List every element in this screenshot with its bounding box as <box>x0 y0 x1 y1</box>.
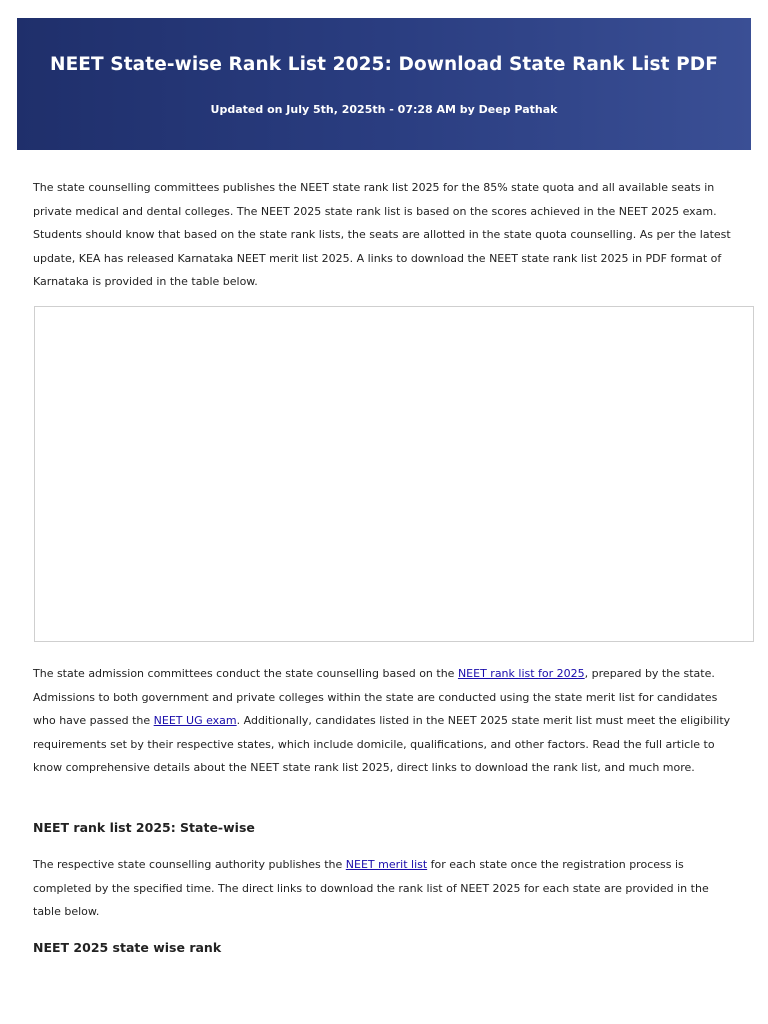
text-segment: The respective state counselling authority publishes the <box>33 858 346 871</box>
intro-paragraph: The state counselling committees publishes the NEET state rank list 2025 for the 85% state quota and all available seats in private medical and dental colleges. The NEET 2025 state rank list is based on the scores achieved in the NEET 2025 exam. Students should know that based on the state rank lists, the seats are allotted in the state quota counselling. As per the latest update, KEA has released Karnataka NEET merit list 2025. A links to download the NEET state rank list 2025 in PDF format of Karnataka is provided in the table below. <box>33 181 731 289</box>
text-segment: . Additionally, candidates listed in the NEET 2025 state merit list must meet the eligibility requirements set by their respective states, which include domicile, qualifications, and other factors. Read the full article to know comprehensive details about the NEET state rank list 2025, direct links to download the rank list, and much more. <box>33 714 731 775</box>
neet-rank-list-link[interactable]: NEET rank list for 2025 <box>457 667 585 680</box>
article-header-banner <box>17 18 751 150</box>
section-heading-statewise: NEET rank list 2025: State-wise <box>33 820 255 835</box>
counselling-paragraph <box>33 662 733 780</box>
section-heading-state-wise-rank: NEET 2025 state wise rank <box>33 940 222 955</box>
text-segment: The state admission committees conduct the state counselling based on the <box>33 667 458 680</box>
text-segment: for each state once the registration process is completed by the specified time. The direct links to download the rank list of NEET 2025 for each state are provided in the table below. <box>33 858 709 919</box>
page-title: NEET State-wise Rank List 2025: Download State Rank List PDF <box>49 54 719 75</box>
merit-list-paragraph <box>33 853 733 924</box>
text-segment: , prepared by the state. Admissions to both government and private colleges within the state are conducted using the state merit list for candidates who have passed the <box>33 667 718 728</box>
neet-ug-exam-link[interactable]: NEET UG exam <box>153 714 237 728</box>
neet-merit-list-link[interactable]: NEET merit list <box>345 858 428 871</box>
embedded-content-frame <box>34 306 754 642</box>
article-byline: Updated on July 5th, 2025th - 07:28 AM by Deep Pathak <box>210 103 558 116</box>
